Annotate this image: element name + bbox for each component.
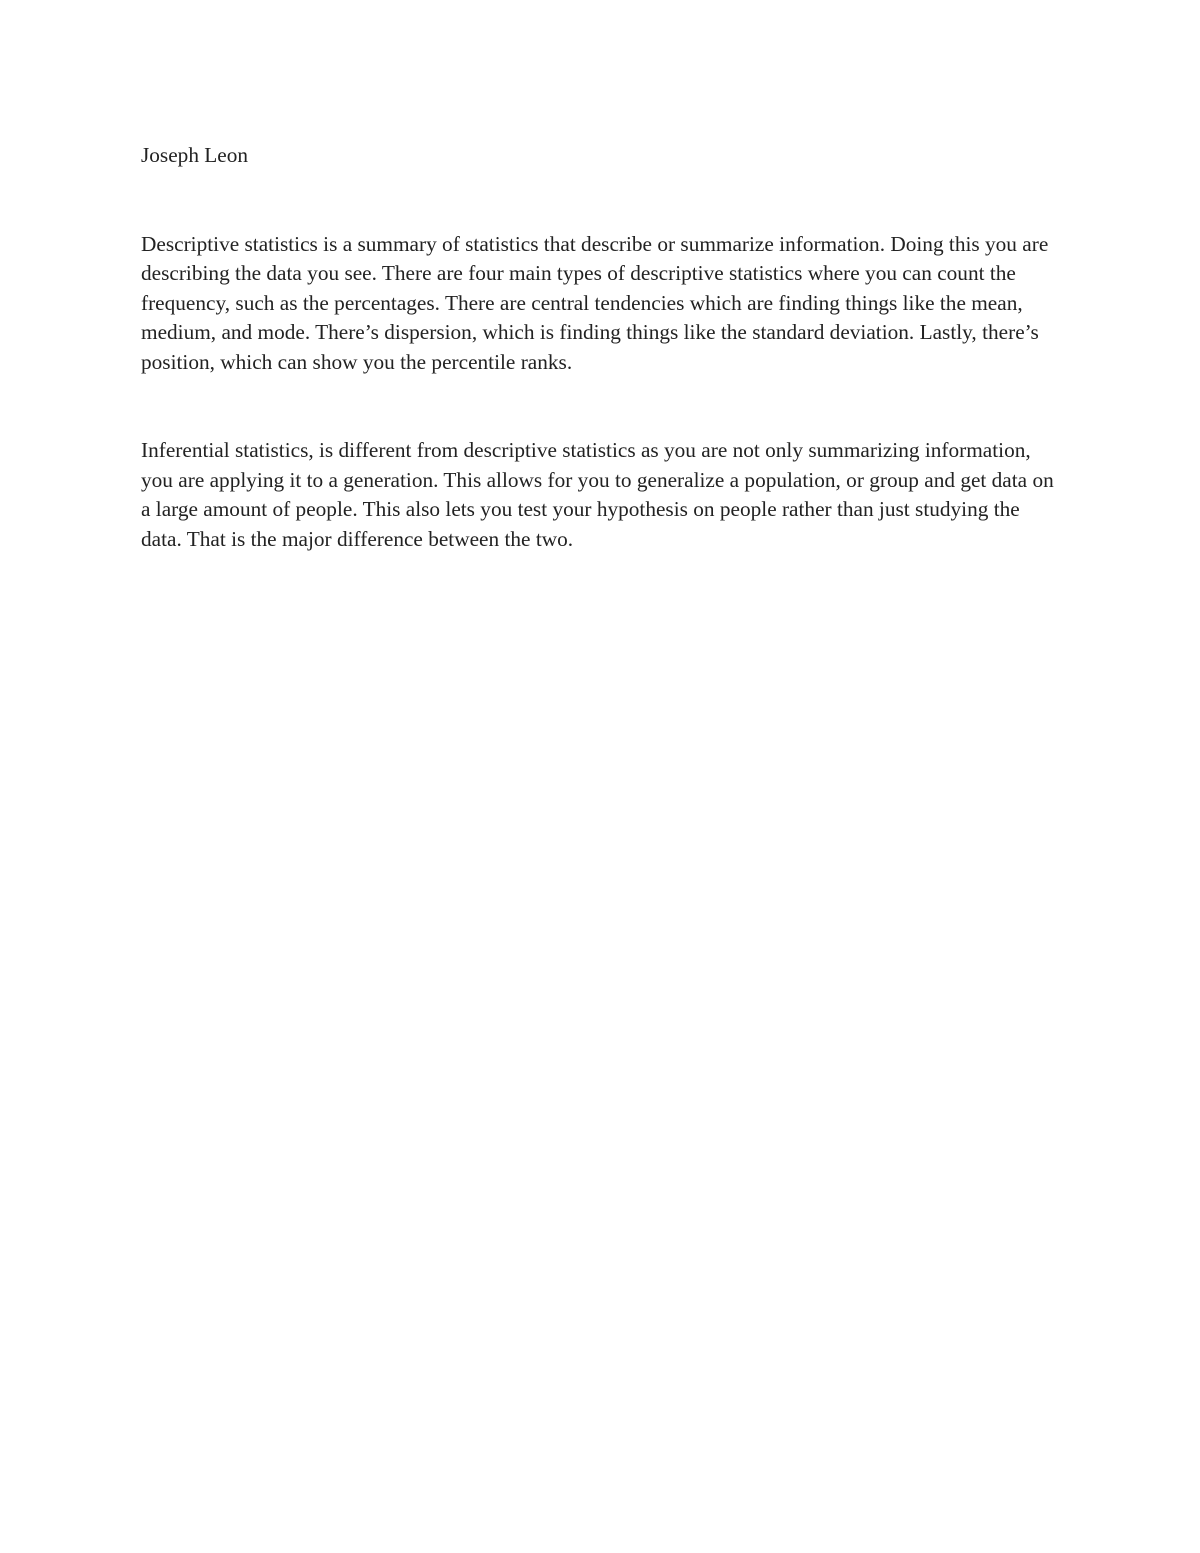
- author-name: Joseph Leon: [141, 143, 249, 167]
- paragraph-descriptive-statistics: Descriptive statistics is a summary of statistics that describe or summarize information. Doing this you are describing the data you see. There are four main types of descriptive statistics where you can count the frequency, such as the percentages. There are central tendencies which are finding things like the mean, medium, and mode. There’s dispersion, which is finding things like the standard deviation. Lastly, there’s position, which can show you the percentile ranks.: [141, 231, 1049, 374]
- paragraph-inferential-statistics: Inferential statistics, is different from descriptive statistics as you are not only summarizing information, you are applying it to a generation. This allows for you to generalize a population, or group and get data on a large amount of people. This also lets you test your hypothesis on people rather than just studying the data. That is the major difference between the two.: [141, 438, 1054, 551]
- document-body: [141, 141, 1061, 554]
